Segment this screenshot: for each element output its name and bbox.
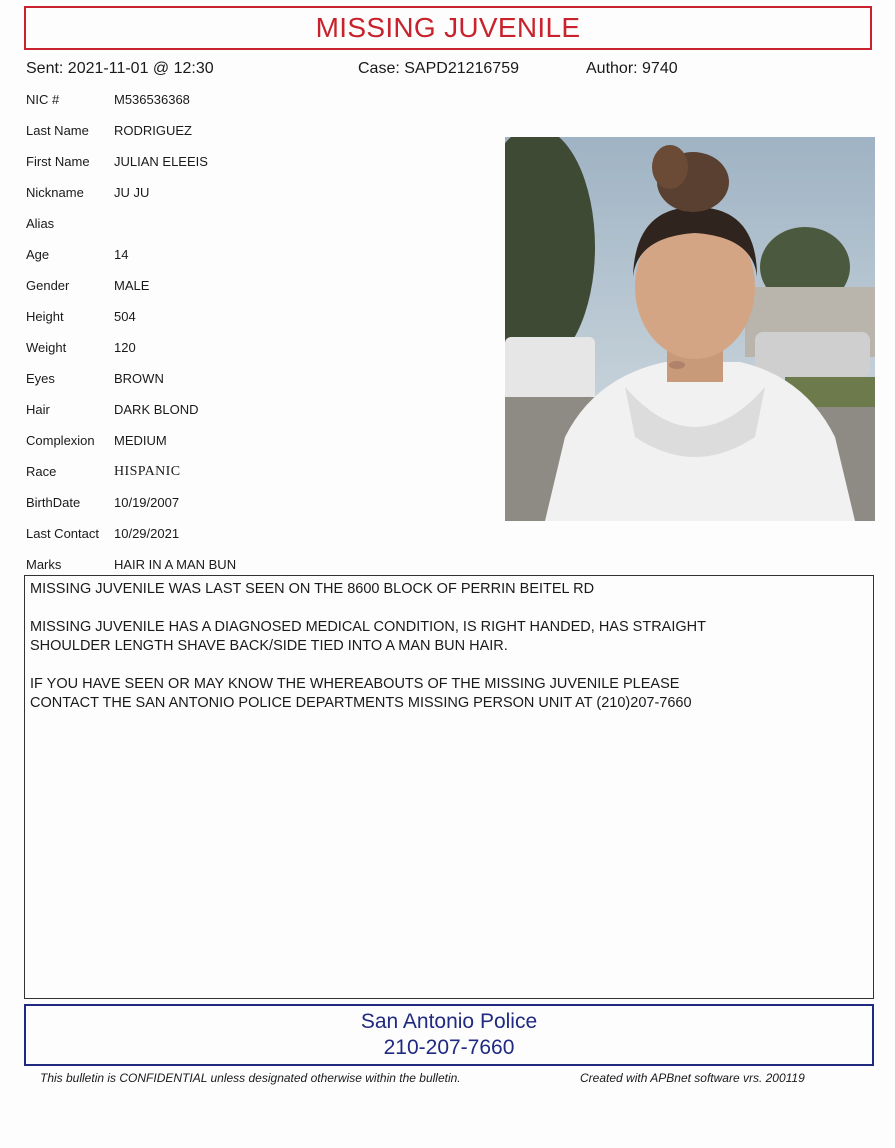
field-value: DARK BLOND: [114, 402, 199, 417]
author-id: Author: 9740: [586, 60, 678, 77]
field-label: Hair: [26, 402, 50, 417]
field-label: Race: [26, 464, 57, 479]
disclaimer: [40, 1071, 870, 1085]
narrative-paragraph: IF YOU HAVE SEEN OR MAY KNOW THE WHEREABOUTS OF THE MISSING JUVENILE PLEASE CONTACT THE SAN ANTONIO POLICE DEPARTMENTS MISSING PERSON UNIT AT (210)207-7660: [30, 676, 692, 711]
narrative-box: [24, 575, 874, 999]
field-value: BROWN: [114, 371, 164, 386]
agency-name: San Antonio Police: [360, 1010, 538, 1033]
field-value: HAIR IN A MAN BUN: [114, 557, 237, 572]
field-label: Gender: [26, 278, 70, 293]
field-value: M536536368: [114, 92, 190, 107]
software-credit: Created with APBnet software vrs. 200119: [580, 1071, 805, 1085]
field-value: JU JU: [114, 185, 150, 200]
agency-phone: 210-207-7660: [383, 1036, 515, 1059]
field-label: NIC #: [26, 92, 60, 107]
narrative-paragraph: MISSING JUVENILE HAS A DIAGNOSED MEDICAL CONDITION, IS RIGHT HANDED, HAS STRAIGHT SHOULDER LENGTH SHAVE BACK/SIDE TIED INTO A MAN BUN HAIR.: [30, 619, 706, 654]
confidential-notice: This bulletin is CONFIDENTIAL unless designated otherwise within the bulletin.: [40, 1071, 461, 1085]
field-label: BirthDate: [26, 495, 81, 510]
bulletin-title-box: [24, 6, 872, 50]
field-label: Complexion: [26, 433, 95, 448]
field-value: 120: [114, 340, 136, 355]
field-value: RODRIGUEZ: [114, 123, 192, 138]
field-label: Age: [26, 247, 50, 262]
field-label: Alias: [26, 216, 55, 231]
field-value: MALE: [114, 278, 150, 293]
field-label: Weight: [26, 340, 67, 355]
field-value: 504: [114, 309, 136, 324]
field-label: Height: [26, 309, 64, 324]
field-value: HISPANIC: [114, 464, 181, 479]
field-label: Eyes: [26, 371, 55, 386]
agency-contact-box: [24, 1004, 874, 1066]
subject-photo: [505, 137, 875, 521]
field-value: 10/29/2021: [114, 526, 180, 541]
field-value: 10/19/2007: [114, 495, 180, 510]
field-label: Last Contact: [26, 526, 99, 541]
bulletin-title: MISSING JUVENILE: [315, 12, 581, 43]
field-value: JULIAN ELEEIS: [114, 154, 208, 169]
field-label: Nickname: [26, 185, 84, 200]
field-label: Last Name: [26, 123, 89, 138]
subject-photo-illustration: [505, 137, 875, 521]
narrative-paragraph: MISSING JUVENILE WAS LAST SEEN ON THE 8600 BLOCK OF PERRIN BEITEL RD: [30, 581, 595, 597]
field-label: First Name: [26, 154, 90, 169]
field-value: MEDIUM: [114, 433, 167, 448]
sent-date: Sent: 2021-11-01 @ 12:30: [26, 60, 214, 77]
field-value: 14: [114, 247, 129, 262]
field-label: Marks: [26, 557, 62, 572]
case-number: Case: SAPD21216759: [358, 60, 519, 77]
